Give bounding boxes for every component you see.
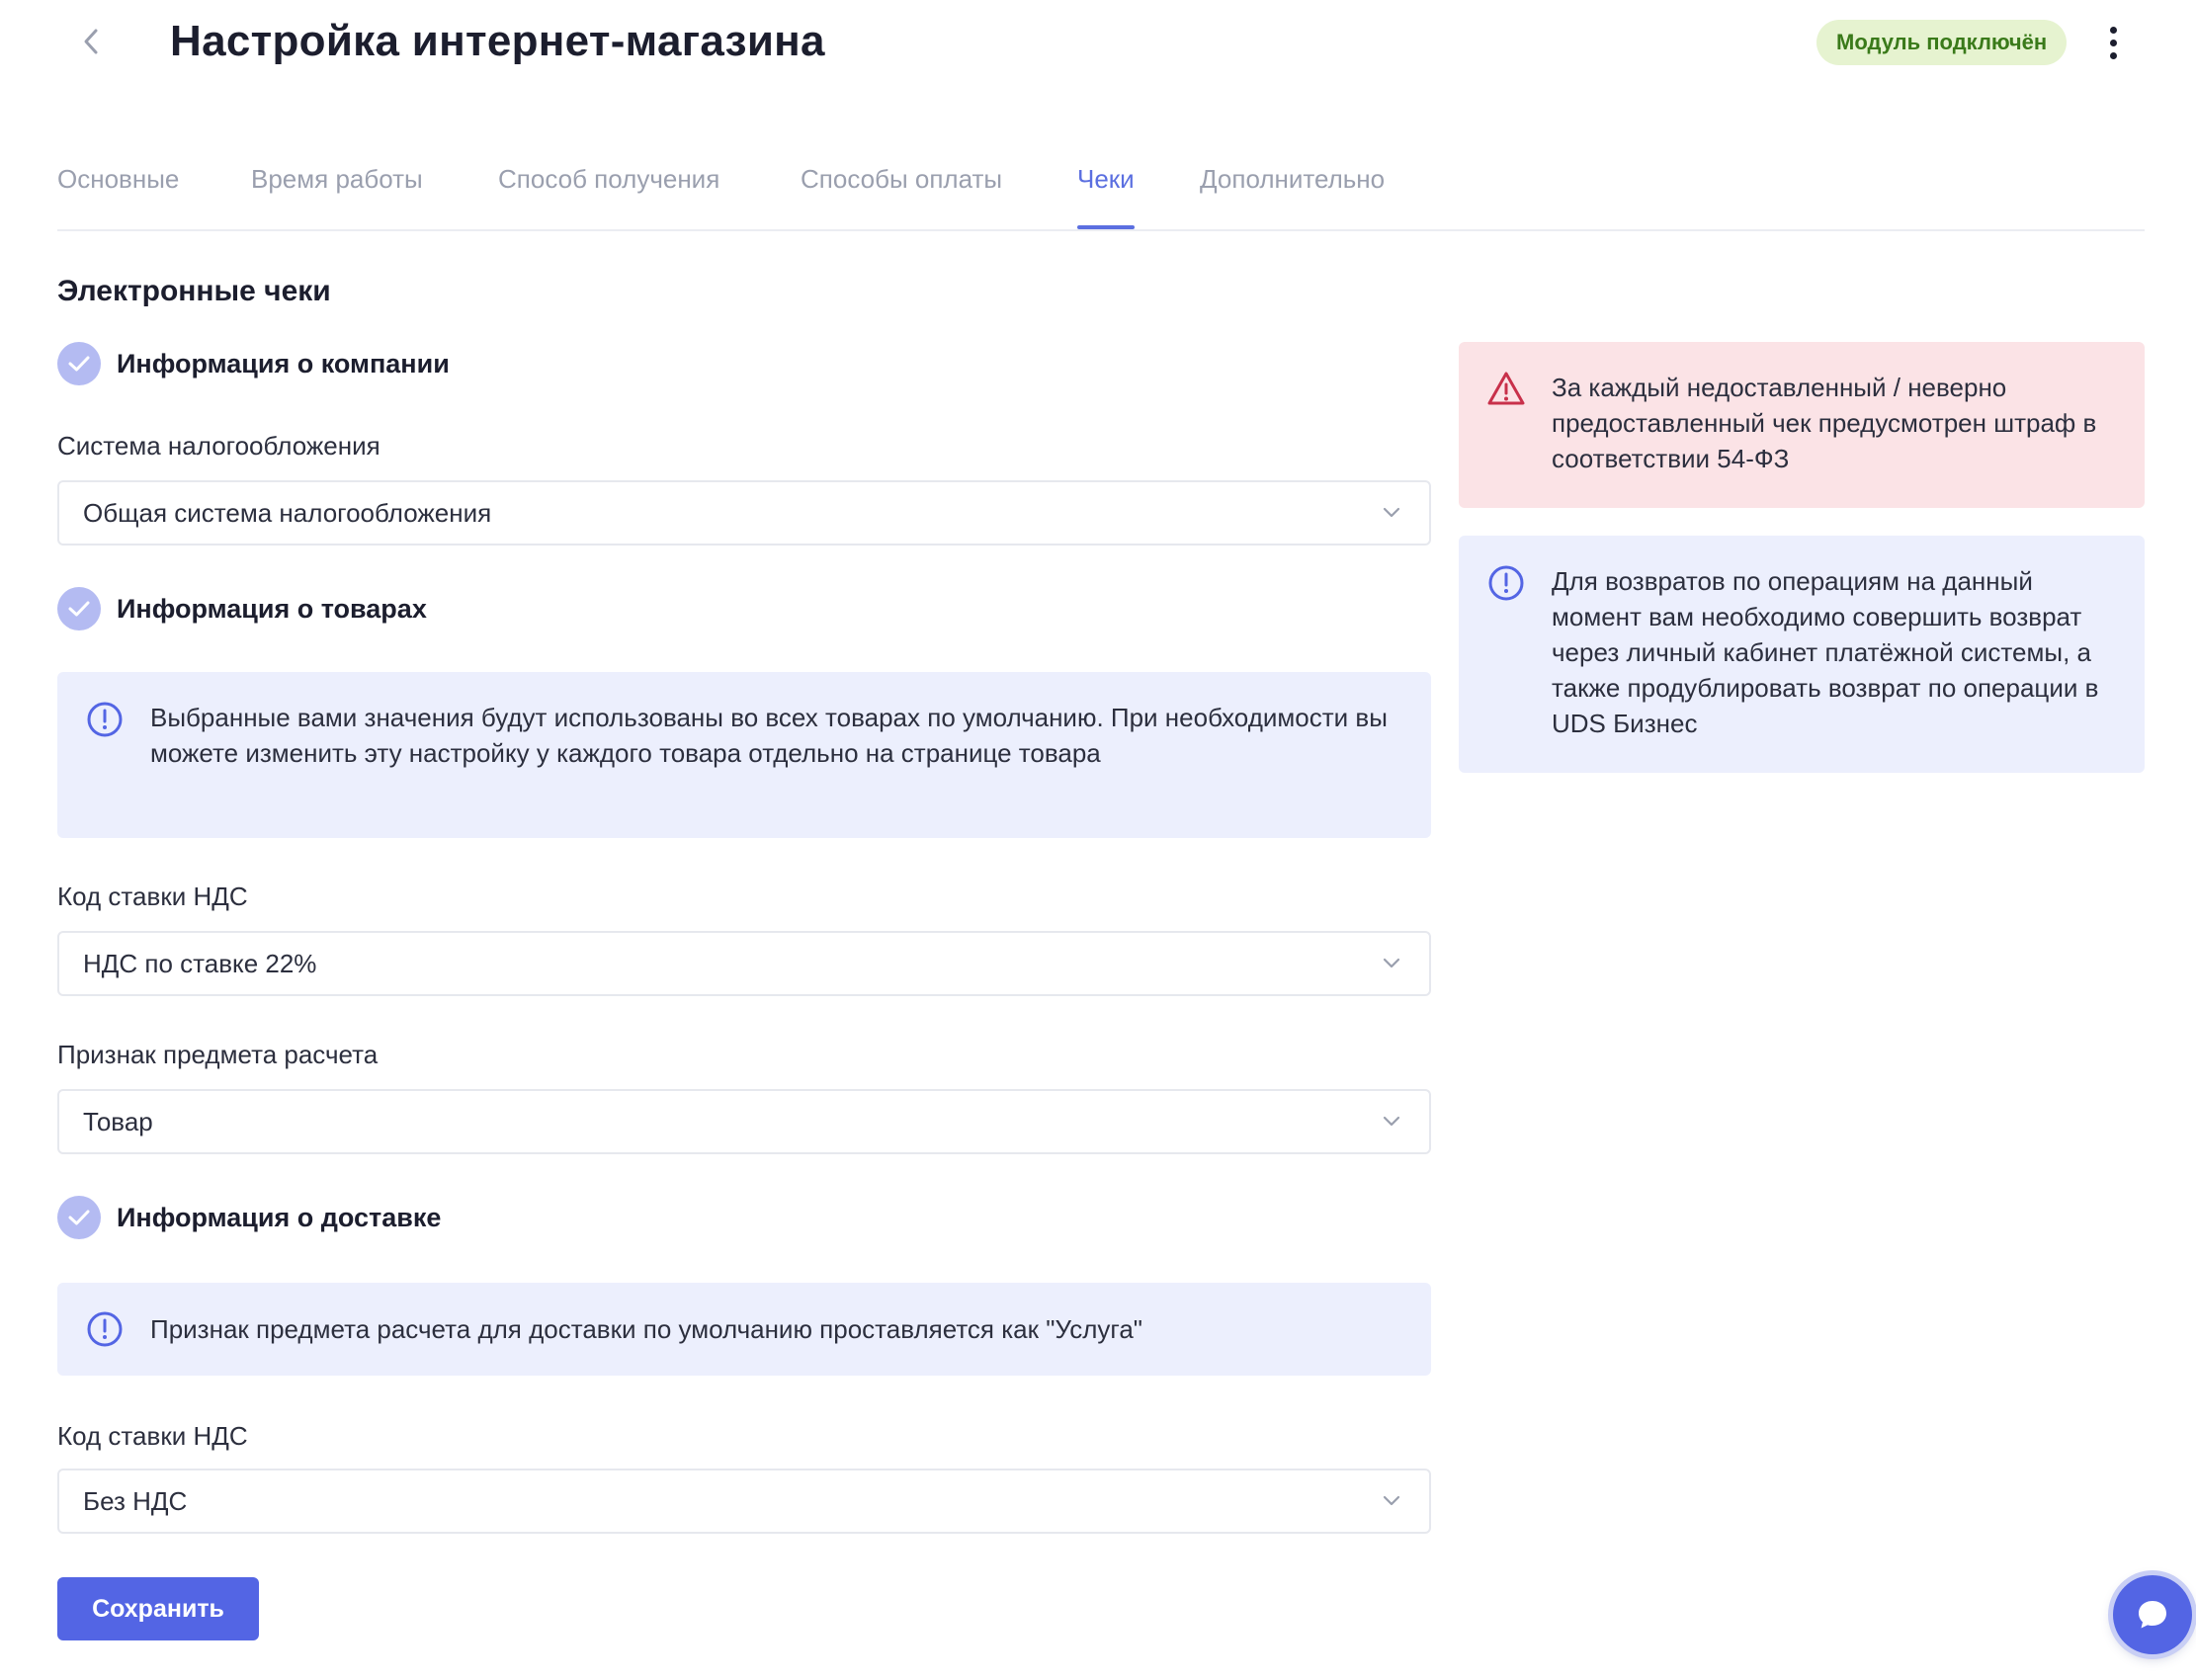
goods-info-note-text: Выбранные вами значения будут использованы во всех товарах по умолчанию. При необходимости вы можете изменить эту настройку у каждого товара отдельно на странице товара (150, 703, 1388, 768)
fine-warning-text: За каждый недоставленный / неверно предоставленный чек предусмотрен штраф в соответствии 54-ФЗ (1552, 373, 2097, 473)
tab-bar (57, 148, 2145, 231)
check-icon (57, 342, 101, 385)
page-title: Настройка интернет-магазина (170, 17, 825, 65)
info-icon (85, 1309, 125, 1349)
delivery-vat-value: Без НДС (83, 1485, 188, 1516)
delivery-vat-select[interactable] (57, 1469, 1431, 1534)
company-info-heading (57, 342, 450, 385)
tax-system-select[interactable] (57, 480, 1431, 546)
refund-info-note (1459, 536, 2145, 773)
payment-subject-value: Товар (83, 1106, 153, 1136)
refund-info-text: Для возвратов по операциям на данный момент вам необходимо совершить возврат через личный кабинет платёжной системы, а также продублировать возврат по операции в UDS Бизнес (1552, 566, 2099, 738)
info-icon (85, 700, 125, 739)
fine-warning-note (1459, 342, 2145, 508)
back-button[interactable] (71, 22, 111, 61)
tab-main[interactable]: Основные (57, 164, 180, 194)
check-icon (57, 587, 101, 630)
more-options-button[interactable] (2093, 18, 2133, 67)
delivery-info-heading (57, 1196, 441, 1239)
chevron-down-icon (1378, 950, 1405, 977)
tab-payment-methods[interactable]: Способы оплаты (801, 164, 1003, 194)
check-icon (57, 1196, 101, 1239)
chevron-down-icon (1378, 1487, 1405, 1515)
delivery-vat-label: Код ставки НДС (57, 1421, 248, 1451)
goods-vat-value: НДС по ставке 22% (83, 948, 317, 978)
info-icon (1486, 563, 1526, 603)
goods-info-title: Информация о товарах (117, 593, 427, 624)
tab-receipts[interactable]: Чеки (1077, 164, 1135, 229)
delivery-info-title: Информация о доставке (117, 1202, 442, 1232)
more-vertical-icon (2110, 40, 2117, 46)
delivery-info-note (57, 1283, 1431, 1376)
chevron-left-icon (80, 27, 102, 56)
tab-additional[interactable]: Дополнительно (1200, 164, 1386, 194)
goods-vat-select[interactable] (57, 931, 1431, 996)
chevron-down-icon (1378, 499, 1405, 527)
warning-triangle-icon (1486, 370, 1526, 409)
chat-button[interactable] (2113, 1575, 2192, 1654)
payment-subject-select[interactable] (57, 1089, 1431, 1154)
chat-icon (2134, 1596, 2171, 1634)
status-badge: Модуль подключён (1816, 20, 2067, 65)
more-vertical-icon (2110, 52, 2117, 59)
goods-info-heading (57, 587, 427, 630)
more-vertical-icon (2110, 27, 2117, 34)
save-button[interactable]: Сохранить (57, 1577, 259, 1640)
company-info-title: Информация о компании (117, 348, 450, 378)
goods-info-note (57, 672, 1431, 838)
tab-working-hours[interactable]: Время работы (251, 164, 423, 194)
goods-vat-label: Код ставки НДС (57, 882, 248, 911)
tax-system-value: Общая система налогообложения (83, 497, 492, 528)
chevron-down-icon (1378, 1108, 1405, 1135)
section-title: Электронные чеки (57, 275, 331, 307)
delivery-info-note-text: Признак предмета расчета для доставки по умолчанию проставляется как "Услуга" (150, 1314, 1143, 1344)
tab-delivery-method[interactable]: Способ получения (498, 164, 720, 194)
tax-system-label: Система налогообложения (57, 431, 380, 461)
payment-subject-label: Признак предмета расчета (57, 1040, 379, 1069)
